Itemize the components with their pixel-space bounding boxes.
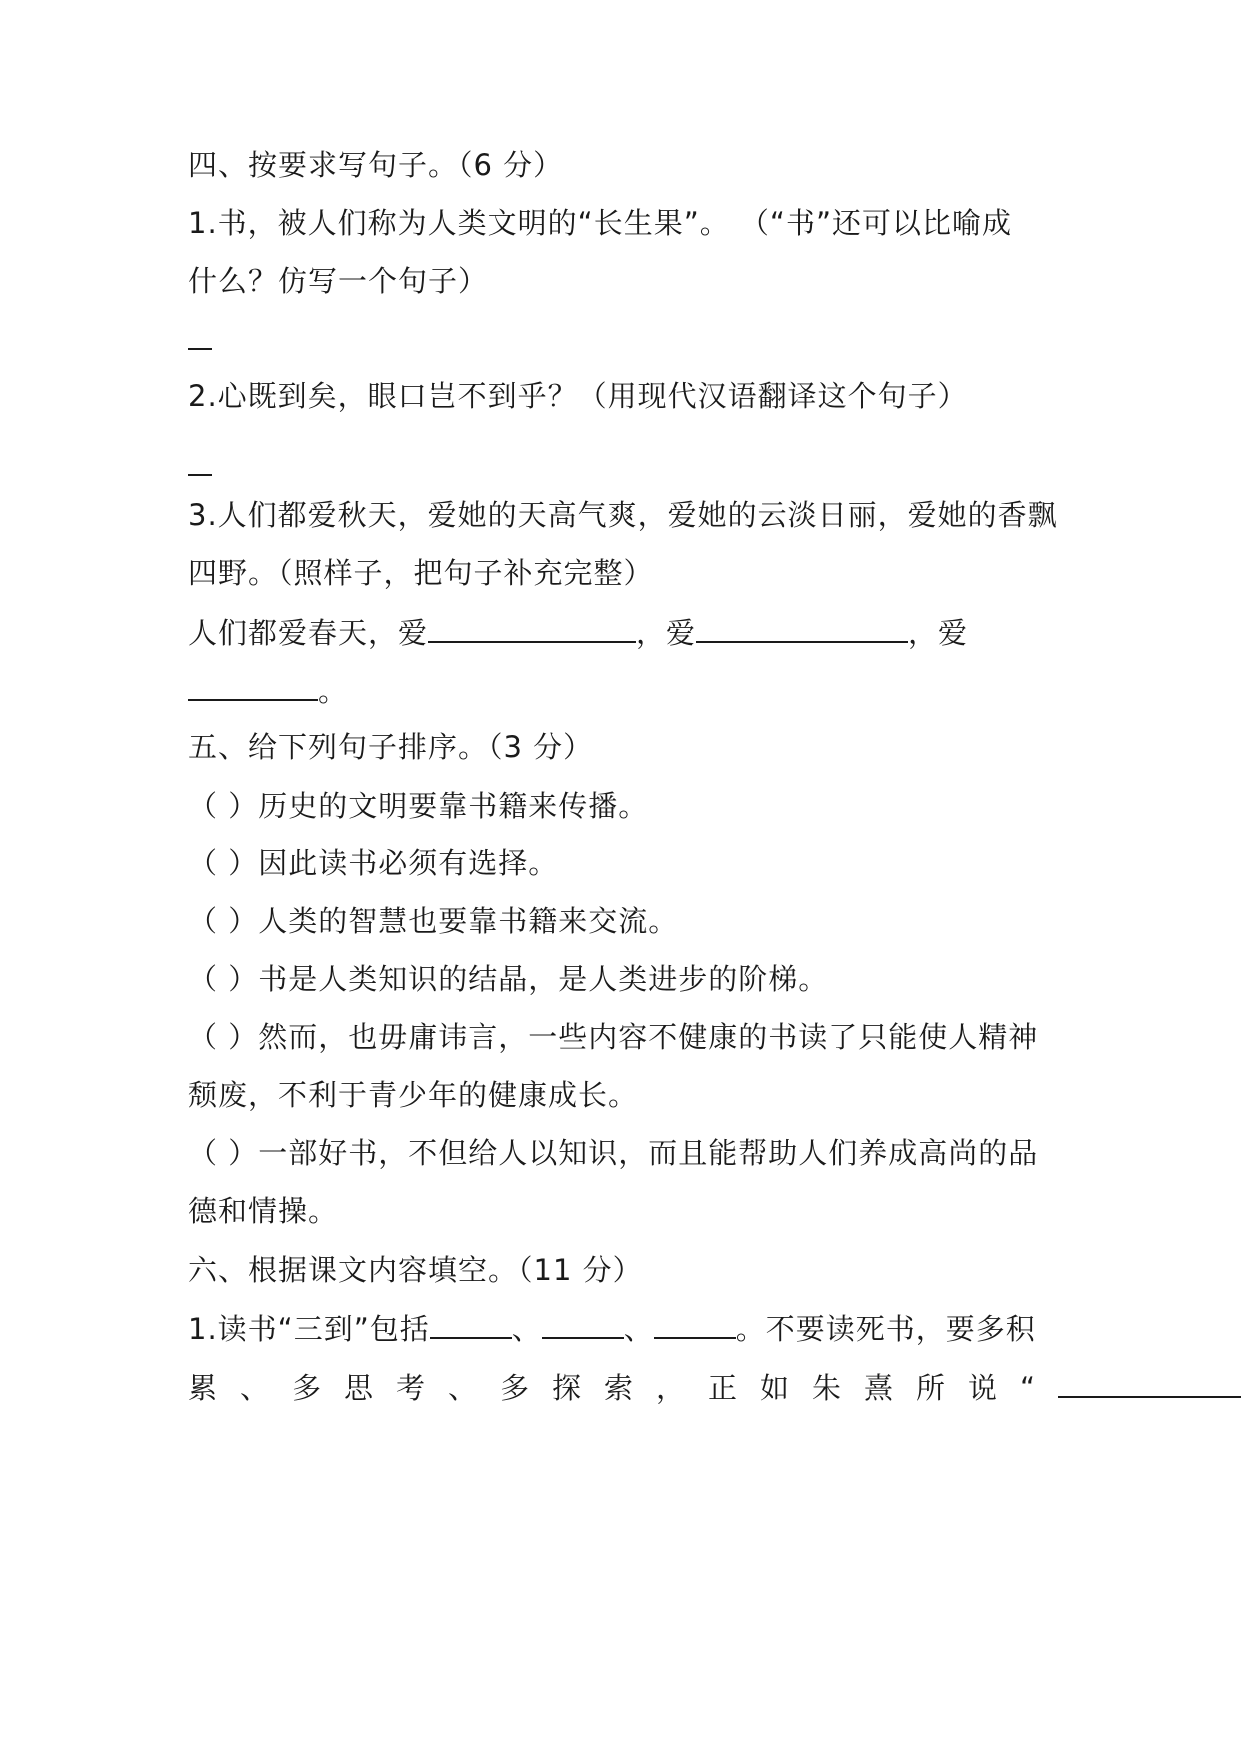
order-item-5 bbox=[188, 1017, 1038, 1057]
order-paren[interactable]: （ ） bbox=[188, 846, 259, 880]
order-item-text: 一部好书，不但给人以知识，而且能帮助人们养成高尚的品 bbox=[258, 1136, 1039, 1170]
q6-1-blank-3[interactable] bbox=[654, 1307, 736, 1339]
q6-1-blank-4[interactable] bbox=[1058, 1366, 1241, 1398]
order-item-3 bbox=[188, 901, 678, 941]
order-item-text: 人类的智慧也要靠书籍来交流。 bbox=[258, 904, 679, 938]
q4-3-fill-prefix: 人们都爱春天，爱 bbox=[188, 616, 429, 650]
q6-1-sep: 、 bbox=[511, 1312, 542, 1346]
order-paren[interactable]: （ ） bbox=[188, 904, 259, 938]
q6-1-line2 bbox=[188, 1366, 1241, 1408]
q4-3-line2: 四野。（照样子，把句子补充完整） bbox=[188, 556, 654, 590]
q6-1-line1 bbox=[188, 1307, 1036, 1349]
order-item-4 bbox=[188, 959, 828, 999]
q6-1-line2-text: 累、多思考、多探索，正如朱熹所说“ bbox=[188, 1371, 1059, 1405]
q6-1-prefix: 1.读书“三到”包括 bbox=[188, 1312, 430, 1346]
q4-3-fill-line2 bbox=[188, 669, 348, 711]
q4-2-answer-blank[interactable] bbox=[188, 446, 212, 486]
q4-2: 2.心既到矣，眼口岂不到乎？（用现代汉语翻译这个句子） bbox=[188, 379, 968, 413]
q4-3-blank-3[interactable] bbox=[188, 669, 318, 701]
q4-1-line2: 什么？仿写一个句子） bbox=[188, 264, 489, 298]
order-item-text: 历史的文明要靠书籍来传播。 bbox=[258, 789, 649, 823]
order-paren[interactable]: （ ） bbox=[188, 1020, 259, 1054]
q4-1-answer-blank[interactable] bbox=[188, 320, 212, 360]
section-6-title: 六、根据课文内容填空。（11 分） bbox=[188, 1253, 643, 1287]
q4-3-blank-2[interactable] bbox=[696, 611, 908, 643]
q4-3-fill-end: 。 bbox=[318, 674, 349, 708]
q4-3-fill-line bbox=[188, 611, 968, 653]
order-item-1 bbox=[188, 786, 648, 826]
order-item-5-cont: 颓废，不利于青少年的健康成长。 bbox=[188, 1078, 639, 1112]
order-item-text: 书是人类知识的结晶，是人类进步的阶梯。 bbox=[258, 962, 829, 996]
order-paren[interactable]: （ ） bbox=[188, 1136, 259, 1170]
q4-3-fill-mid: ，爱 bbox=[636, 616, 697, 650]
q4-3-fill-mid2: ，爱 bbox=[908, 616, 969, 650]
section-4-title: 四、按要求写句子。（6 分） bbox=[188, 148, 564, 182]
q6-1-blank-2[interactable] bbox=[542, 1307, 624, 1339]
q4-3-blank-1[interactable] bbox=[428, 611, 636, 643]
q6-1-sep: 、 bbox=[623, 1312, 654, 1346]
order-item-text: 然而，也毋庸讳言，一些内容不健康的书读了只能使人精神 bbox=[258, 1020, 1039, 1054]
q6-1-suffix: 。不要读死书，要多积 bbox=[735, 1312, 1036, 1346]
q6-1-blank-1[interactable] bbox=[430, 1307, 512, 1339]
q4-3-line1: 3.人们都爱秋天，爱她的天高气爽，爱她的云淡日丽，爱她的香飘 bbox=[188, 498, 1058, 532]
order-paren[interactable]: （ ） bbox=[188, 789, 259, 823]
order-paren[interactable]: （ ） bbox=[188, 962, 259, 996]
order-item-6 bbox=[188, 1133, 1038, 1173]
q4-1-line1: 1.书，被人们称为人类文明的“长生果”。 （“书”还可以比喻成 bbox=[188, 206, 1012, 240]
order-item-text: 因此读书必须有选择。 bbox=[258, 846, 559, 880]
order-item-6-cont: 德和情操。 bbox=[188, 1194, 339, 1228]
section-5-title: 五、给下列句子排序。（3 分） bbox=[188, 730, 594, 764]
order-item-2 bbox=[188, 843, 558, 883]
